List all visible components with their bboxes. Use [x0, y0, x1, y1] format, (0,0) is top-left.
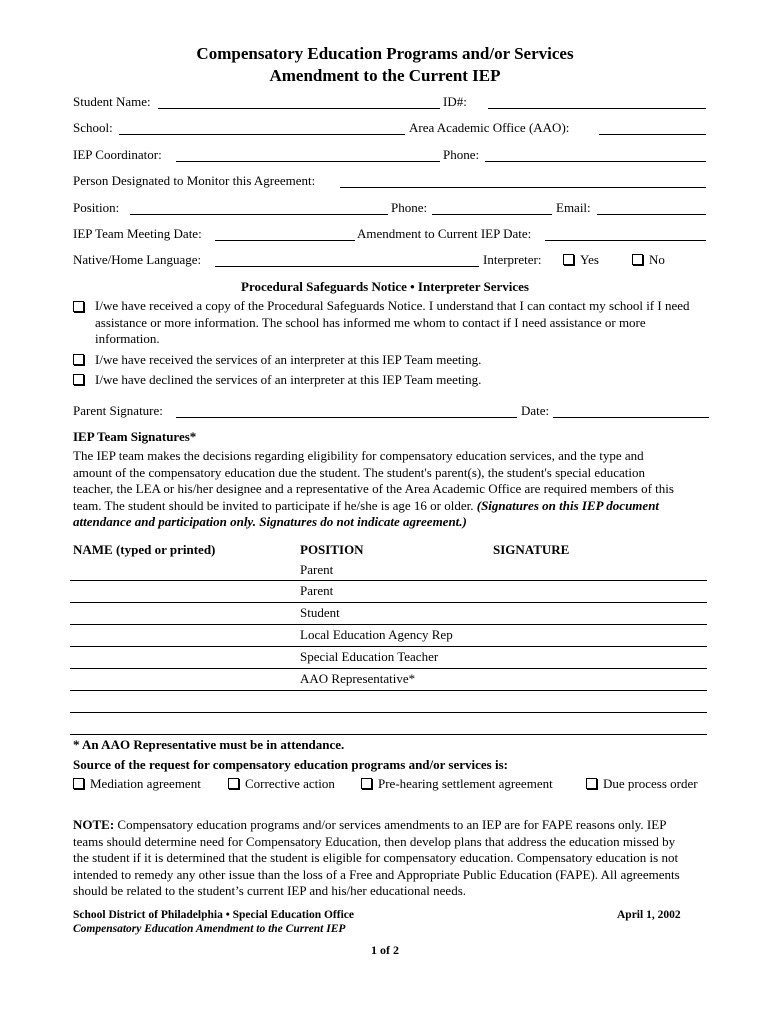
signature-row-8[interactable] — [70, 734, 707, 735]
person-designated-field[interactable] — [340, 187, 706, 188]
amendment-date-field[interactable] — [545, 240, 706, 241]
iep-coordinator-label: IEP Coordinator: — [73, 147, 162, 162]
yes-checkbox[interactable] — [563, 254, 574, 265]
signature-row-2[interactable] — [70, 602, 707, 603]
note-label: NOTE: — [73, 817, 115, 832]
email-field[interactable] — [597, 214, 706, 215]
note-paragraph: NOTE: Compensatory education programs and/or services amendments to an IEP are for FAPE reasons only. IEP teams should determine need for Compensatory Education, then develop plans that address the education missed by the student if it is determined that the student is eligible for compensatory education. Compensatory education is not intended to remedy any other issue than the loss of a Free and Appropriate Public Education (FAPE). All agreements should be related to the student’s current IEP and his/her educational needs. — [73, 817, 680, 898]
source-heading: Source of the request for compensatory education programs and/or services is: — [73, 757, 508, 772]
iep-coordinator-field[interactable] — [176, 161, 440, 162]
phone2-field[interactable] — [432, 214, 552, 215]
school-label: School: — [73, 120, 113, 135]
phone2-label: Phone: — [391, 200, 428, 215]
form-title: Compensatory Education Programs and/or Services — [196, 44, 574, 63]
signature-row-4[interactable] — [70, 646, 707, 647]
safeguards-checkbox-2[interactable] — [73, 352, 90, 368]
aao-field[interactable] — [599, 134, 706, 135]
no-checkbox[interactable] — [632, 254, 643, 265]
person-designated-label: Person Designated to Monitor this Agreement: — [73, 173, 316, 188]
source-option-mediation[interactable]: Mediation agreement — [73, 776, 201, 792]
page-number: 1 of 2 — [371, 943, 399, 957]
signature-row-7[interactable] — [70, 712, 707, 713]
id-label: ID#: — [443, 94, 467, 109]
col-signature-header: SIGNATURE — [493, 542, 570, 557]
aao-footnote: * An AAO Representative must be in attendance. — [73, 737, 345, 752]
email-label: Email: — [556, 200, 591, 215]
school-field[interactable] — [119, 134, 405, 135]
footer-org: School District of Philadelphia • Special Education Office — [73, 909, 354, 921]
safeguards-item-3: I/we have declined the services of an interpreter at this IEP Team meeting. — [95, 372, 482, 387]
parent-date-field[interactable] — [553, 417, 709, 418]
signature-row-5[interactable] — [70, 668, 707, 669]
footer-subtitle: Compensatory Education Amendment to the Current IEP — [73, 923, 346, 935]
signature-row-1[interactable] — [70, 580, 707, 581]
interpreter-yes-option[interactable]: Yes — [563, 252, 599, 268]
source-option-corrective[interactable]: Corrective action — [228, 776, 335, 792]
footer-date: April 1, 2002 — [617, 909, 681, 921]
source-option-prehearing[interactable]: Pre-hearing settlement agreement — [361, 776, 553, 792]
position-field[interactable] — [130, 214, 388, 215]
safeguards-item-2: I/we have received the services of an interpreter at this IEP Team meeting. — [95, 352, 482, 367]
row-position-2: Parent — [300, 583, 334, 598]
row-position-1: Parent — [300, 562, 334, 577]
parent-signature-field[interactable] — [176, 417, 517, 418]
source-option-due-process[interactable]: Due process order — [586, 776, 698, 792]
safeguards-checkbox-3[interactable] — [73, 372, 90, 388]
col-position-header: POSITION — [300, 542, 364, 557]
student-name-field[interactable] — [158, 108, 440, 109]
parent-signature-label: Parent Signature: — [73, 403, 163, 418]
team-heading: IEP Team Signatures* — [73, 429, 197, 444]
row-position-5: Special Education Teacher — [300, 649, 439, 664]
language-field[interactable] — [215, 266, 479, 267]
amendment-date-label: Amendment to Current IEP Date: — [357, 226, 532, 241]
col-name-header: NAME (typed or printed) — [73, 542, 216, 557]
meeting-date-label: IEP Team Meeting Date: — [73, 226, 202, 241]
id-field[interactable] — [488, 108, 706, 109]
aao-label: Area Academic Office (AAO): — [409, 120, 570, 135]
row-position-3: Student — [300, 605, 340, 620]
student-name-label: Student Name: — [73, 94, 151, 109]
safeguards-checkbox-1[interactable] — [73, 299, 90, 315]
position-label: Position: — [73, 200, 120, 215]
phone-field[interactable] — [485, 161, 706, 162]
interpreter-no-option[interactable]: No — [632, 252, 665, 268]
team-emphasis: (Signatures on this IEP document attendance and participation only. Signatures do not indicate agreement.) — [73, 497, 660, 529]
safeguards-heading: Procedural Safeguards Notice • Interpreter Services — [241, 279, 529, 294]
language-label: Native/Home Language: — [73, 252, 202, 267]
signature-row-6[interactable] — [70, 690, 707, 691]
row-position-4: Local Education Agency Rep — [300, 627, 453, 642]
safeguards-item-1: I/we have received a copy of the Procedural Safeguards Notice. I understand that I can contact my school if I need assistance or more information. The school has informed me whom to contact if I need assistance or more information. — [95, 298, 690, 346]
phone-label: Phone: — [443, 147, 480, 162]
meeting-date-field[interactable] — [215, 240, 355, 241]
interpreter-label: Interpreter: — [483, 252, 542, 267]
team-description: The IEP team makes the decisions regarding eligibility for compensatory education services, and the type and amount of the compensatory education due the student. The student's parent(s), the student's special education teacher, the LEA or his/her designee and a representative of the Area Academic Office are required members of this team. The student should be invited to participate if he/she is age 16 or older. (Signatures on this IEP document attendance and participation only. Signatures do not indicate agreement.) — [73, 448, 674, 529]
row-position-6: AAO Representative* — [300, 671, 416, 686]
form-subtitle: Amendment to the Current IEP — [269, 66, 501, 85]
signature-row-3[interactable] — [70, 624, 707, 625]
parent-date-label: Date: — [521, 403, 550, 418]
